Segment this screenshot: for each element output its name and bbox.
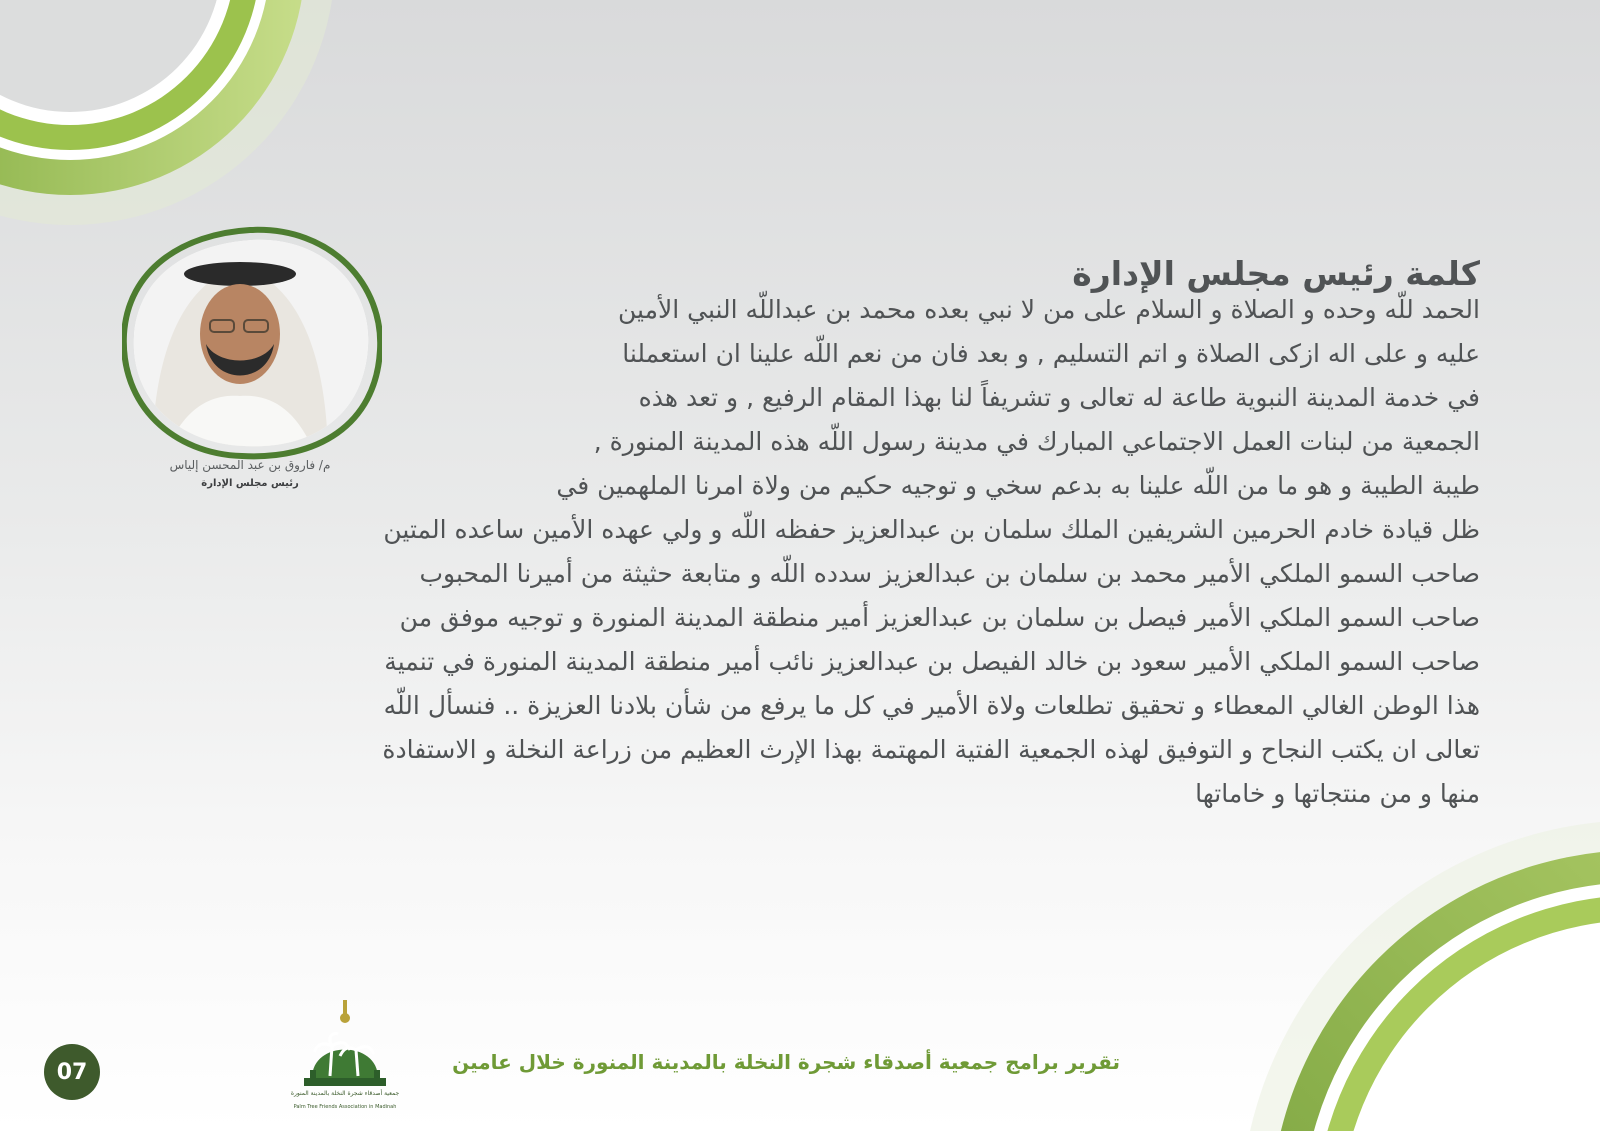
- page-number: 07: [44, 1044, 100, 1100]
- body-line: طيبة الطيبة و هو ما من اللّه علينا به بدعم سخي و توجيه حكيم من ولاة امرنا الملهمين في: [556, 471, 1480, 500]
- body-line: هذا الوطن الغالي المعطاء و تحقيق تطلعات ولاة الأمير في كل ما يرفع من شأن بلادنا العزيزة .. فنسأل اللّه: [383, 691, 1480, 720]
- body-line: صاحب السمو الملكي الأمير محمد بن سلمان بن عبدالعزيز سدده اللّه و متابعة حثيثة من أميرنا المحبوب: [419, 559, 1480, 588]
- message-body-top: [556, 288, 1480, 508]
- body-line: صاحب السمو الملكي الأمير فيصل بن سلمان بن عبدالعزيز أمير منطقة المدينة المنورة و توجيه موفق من: [399, 603, 1480, 632]
- logo-text-english: Palm Tree Friends Association in Madinah: [293, 1104, 397, 1110]
- report-title: تقرير برامج جمعية أصدقاء شجرة النخلة بالمدينة المنورة خلال عامين: [452, 1050, 1120, 1074]
- page-title: كلمة رئيس مجلس الإدارة: [1072, 254, 1480, 294]
- body-line: صاحب السمو الملكي الأمير سعود بن خالد الفيصل بن عبدالعزيز نائب أمير منطقة المدينة المنورة في تنمية: [384, 647, 1480, 676]
- chairman-portrait: [122, 226, 382, 462]
- logo-text-arabic: جمعية أصدقاء شجرة النخلة بالمدينة المنورة: [290, 1090, 400, 1097]
- chairman-role: رئيس مجلس الإدارة: [201, 478, 299, 489]
- body-line: تعالى ان يكتب النجاح و التوفيق لهذه الجمعية الفتية المهتمة بهذا الإرث العظيم من زراعة النخلة و الاستفادة: [382, 735, 1480, 764]
- body-line: عليه و على اله ازكى الصلاة و اتم التسليم , و بعد فان من نعم اللّه علينا ان استعملنا: [622, 339, 1480, 368]
- body-line: في خدمة المدينة النبوية طاعة له تعالى و تشريفاً لنا بهذا المقام الرفيع , و تعد هذه: [638, 383, 1480, 412]
- message-body-bottom: [382, 508, 1480, 816]
- body-line: ظل قيادة خادم الحرمين الشريفين الملك سلمان بن عبدالعزيز حفظه اللّه و ولي عهده الأمين ساعده المتين: [383, 515, 1480, 544]
- body-line: منها و من منتجاتها و خاماتها: [1195, 779, 1480, 808]
- body-line: الجمعية من لبنات العمل الاجتماعي المبارك في مدينة رسول اللّه هذه المدينة المنورة ,: [593, 427, 1480, 456]
- body-line: الحمد للّه وحده و الصلاة و السلام على من لا نبي بعده محمد بن عبداللّه النبي الأمين: [618, 295, 1480, 324]
- chairman-name: م/ فاروق بن عبد المحسن إلياس: [169, 458, 331, 472]
